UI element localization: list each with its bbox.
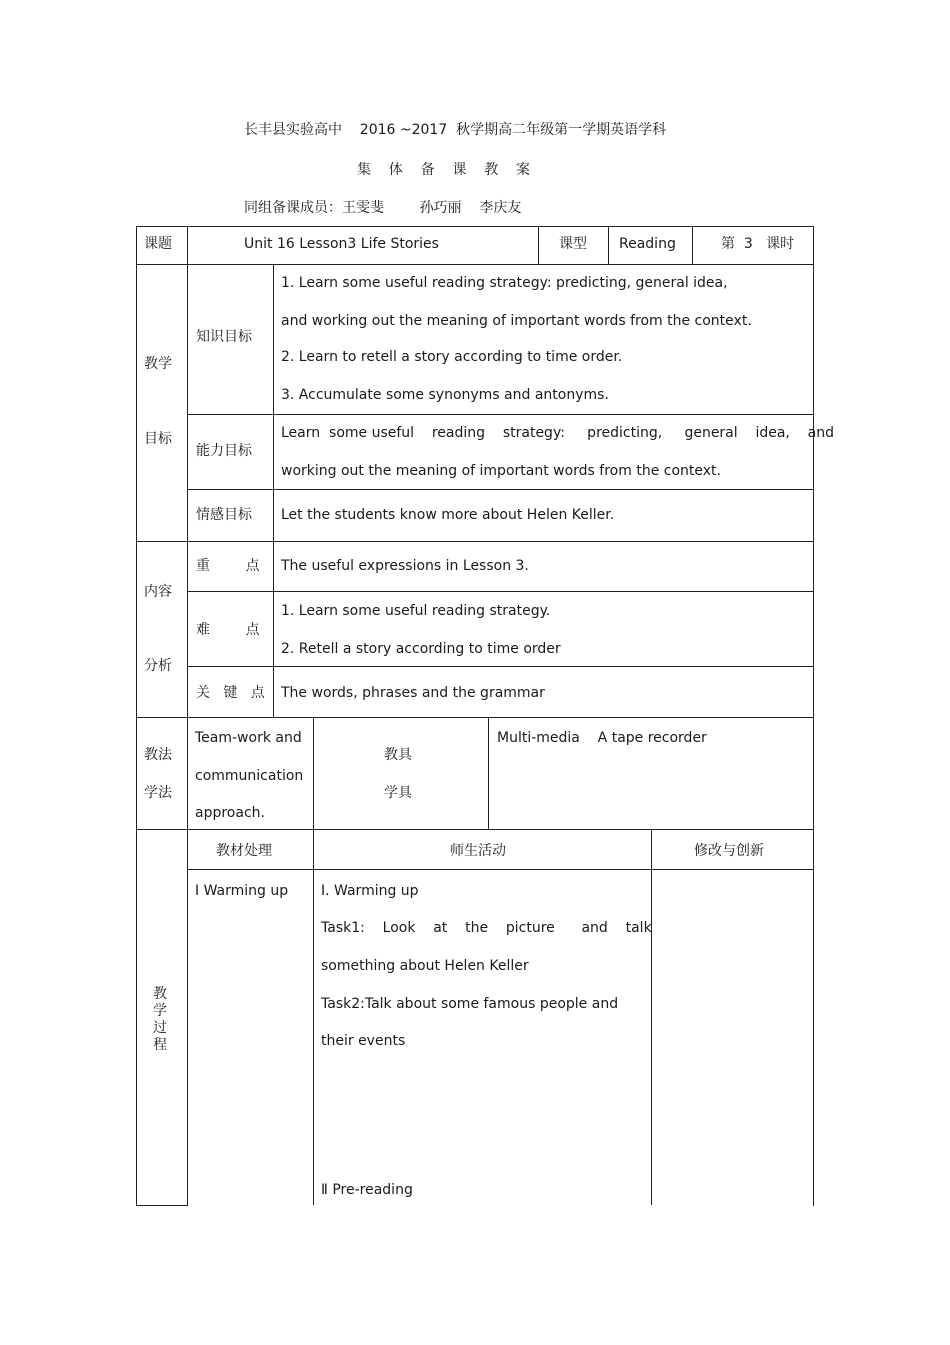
lesson-type-value: Reading [619,236,676,252]
col-header-revision: 修改与创新 [694,843,764,859]
topic-value: Unit 16 Lesson3 Life Stories [244,236,439,252]
material-warming-up: I Warming up [195,883,289,899]
activity-task1-line: something about Helen Keller [321,958,529,974]
activity-heading-warming-up: Ⅰ. Warming up [321,883,419,899]
teaching-tools-label: 教具 [384,747,412,763]
header-line-members: 同组备课成员：王雯斐 孙巧丽 李庆友 [244,200,522,216]
key-point-label: 重 点 [196,558,260,574]
goals-label-bottom: 目标 [144,431,172,447]
process-label: 教学过程 [153,986,167,1053]
col-header-material: 教材处理 [216,843,272,859]
key-point-text: The useful expressions in Lesson 3. [281,558,529,574]
knowledge-goal-line: 1. Learn some useful reading strategy: predicting, general idea, [281,275,728,291]
analysis-label-bottom: 分析 [144,658,172,674]
goals-label-top: 教学 [144,356,172,372]
knowledge-goal-line: 2. Learn to retell a story according to time order. [281,349,623,365]
methods-label-top: 教法 [144,747,172,763]
header-line-title: 集 体 备 课 教 案 [357,162,531,178]
difficulty-label: 难 点 [196,622,260,638]
method-line: Team-work and [195,730,302,746]
emotion-goal-text: Let the students know more about Helen Keller. [281,507,615,523]
difficulty-line: 2. Retell a story according to time order [281,641,561,657]
ability-goal-label: 能力目标 [196,443,252,459]
topic-label: 课题 [144,236,172,252]
tools-value: Multi-media A tape recorder [497,730,707,746]
ability-goal-line: working out the meaning of important words from the context. [281,463,721,479]
activity-task2-line: Task2:Talk about some famous people and [321,996,619,1012]
analysis-label-top: 内容 [144,584,172,600]
col-header-activity: 师生活动 [450,843,506,859]
header-line-school: 长丰县实验高中 2016 ~2017 秋学期高二年级第一学期英语学科 [244,122,667,138]
knowledge-goal-label: 知识目标 [196,329,252,345]
method-line: communication [195,768,304,784]
emotion-goal-label: 情感目标 [196,507,252,523]
period-label: 第 3 课时 [721,236,795,252]
lesson-type-label: 课型 [559,236,587,252]
ability-goal-line: Learn some useful reading strategy: predicting, general idea, and [281,425,835,441]
crux-label: 关 键 点 [196,685,265,701]
learning-tools-label: 学具 [384,785,412,801]
knowledge-goal-line: 3. Accumulate some synonyms and antonyms. [281,387,609,403]
knowledge-goal-line: and working out the meaning of important words from the context. [281,313,752,329]
activity-task1-line: Task1: Look at the picture and talk [321,920,652,936]
difficulty-line: 1. Learn some useful reading strategy. [281,603,551,619]
crux-text: The words, phrases and the grammar [281,685,545,701]
method-line: approach. [195,805,265,821]
activity-task2-line: their events [321,1033,406,1049]
methods-label-bottom: 学法 [144,785,172,801]
activity-heading-pre-reading: Ⅱ Pre-reading [321,1182,413,1198]
